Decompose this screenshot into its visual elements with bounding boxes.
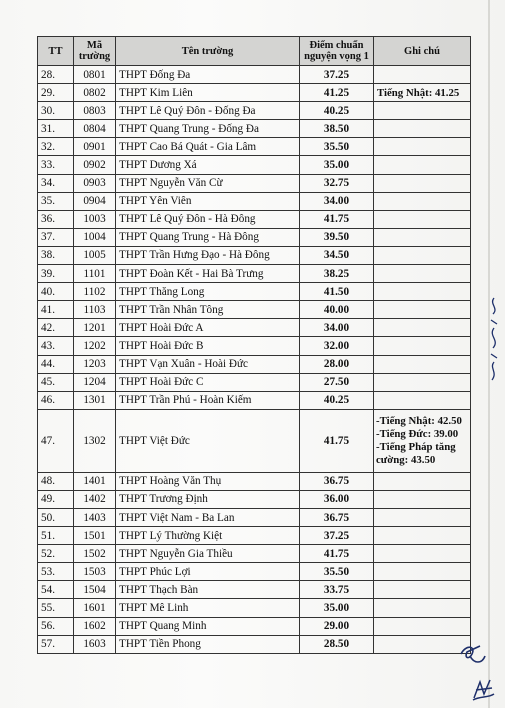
cell-diem-chuan: 41.75: [300, 409, 374, 472]
cell-ten-truong: THPT Trương Định: [116, 490, 300, 508]
cell-ma-truong: 1103: [74, 301, 116, 319]
cell-ghi-chu: [374, 138, 471, 156]
header-diem-chuan: Điểm chuẩn nguyện vọng 1: [300, 37, 374, 66]
cell-diem-chuan: 27.50: [300, 373, 374, 391]
note-line: -Tiếng Pháp tăng cường: 43.50: [376, 440, 456, 466]
table-row: [38, 508, 471, 526]
cell-tt: 48.: [38, 472, 74, 490]
cell-ma-truong: 1403: [74, 508, 116, 526]
table-row: [38, 138, 471, 156]
table-row: [38, 283, 471, 301]
initial-mark: [458, 640, 488, 668]
cell-ghi-chu: [374, 283, 471, 301]
cell-diem-chuan: 32.75: [300, 174, 374, 192]
cell-tt: 56.: [38, 617, 74, 635]
cell-diem-chuan: 40.25: [300, 102, 374, 120]
cell-tt: 36.: [38, 210, 74, 228]
cell-ma-truong: 0903: [74, 174, 116, 192]
signature-mark: [470, 676, 496, 702]
admission-score-table: [37, 36, 471, 654]
cell-ma-truong: 1502: [74, 545, 116, 563]
cell-ghi-chu: [374, 192, 471, 210]
cell-tt: 30.: [38, 102, 74, 120]
cell-diem-chuan: 41.75: [300, 545, 374, 563]
table-row: [38, 635, 471, 653]
header-tt: TT: [38, 37, 74, 66]
cell-diem-chuan: 35.50: [300, 138, 374, 156]
cell-ma-truong: 0804: [74, 120, 116, 138]
cell-ma-truong: 1101: [74, 265, 116, 283]
cell-diem-chuan: 36.75: [300, 508, 374, 526]
cell-diem-chuan: 36.75: [300, 472, 374, 490]
header-ten-truong: Tên trường: [116, 37, 300, 66]
cell-ma-truong: 1402: [74, 490, 116, 508]
cell-diem-chuan: 35.00: [300, 599, 374, 617]
cell-tt: 54.: [38, 581, 74, 599]
cell-ma-truong: 1201: [74, 319, 116, 337]
cell-ghi-chu: [374, 174, 471, 192]
cell-ma-truong: 1601: [74, 599, 116, 617]
table-header: [38, 37, 471, 66]
cell-ma-truong: 0801: [74, 66, 116, 84]
cell-ghi-chu: [374, 265, 471, 283]
cell-ten-truong: THPT Trần Hưng Đạo - Hà Đông: [116, 246, 300, 264]
cell-tt: 53.: [38, 563, 74, 581]
cell-tt: 41.: [38, 301, 74, 319]
cell-ten-truong: THPT Kim Liên: [116, 84, 300, 102]
cell-tt: 45.: [38, 373, 74, 391]
cell-diem-chuan: 37.25: [300, 66, 374, 84]
cell-tt: 39.: [38, 265, 74, 283]
cell-tt: 46.: [38, 391, 74, 409]
cell-diem-chuan: 28.50: [300, 635, 374, 653]
cell-ghi-chu: [374, 228, 471, 246]
cell-diem-chuan: 37.25: [300, 527, 374, 545]
cell-ghi-chu: [374, 319, 471, 337]
cell-ten-truong: THPT Thạch Bàn: [116, 581, 300, 599]
table-row: [38, 409, 471, 472]
cell-ghi-chu: [374, 508, 471, 526]
cell-ghi-chu: [374, 527, 471, 545]
cell-tt: 33.: [38, 156, 74, 174]
cell-tt: 31.: [38, 120, 74, 138]
table-row: [38, 490, 471, 508]
cell-ten-truong: THPT Hoài Đức A: [116, 319, 300, 337]
cell-ma-truong: 1504: [74, 581, 116, 599]
table-row: [38, 581, 471, 599]
header-ghi-chu: Ghi chú: [374, 37, 471, 66]
cell-ten-truong: THPT Lê Quý Đôn - Hà Đông: [116, 210, 300, 228]
cell-ghi-chu: [374, 563, 471, 581]
cell-ten-truong: THPT Quang Minh: [116, 617, 300, 635]
cell-ten-truong: THPT Nguyễn Văn Cừ: [116, 174, 300, 192]
cell-ma-truong: 1203: [74, 355, 116, 373]
cell-diem-chuan: 40.25: [300, 391, 374, 409]
cell-tt: 47.: [38, 409, 74, 472]
table-row: [38, 337, 471, 355]
table-row: [38, 102, 471, 120]
cell-diem-chuan: 34.50: [300, 246, 374, 264]
table-row: [38, 265, 471, 283]
cell-ten-truong: THPT Nguyễn Gia Thiều: [116, 545, 300, 563]
cell-ma-truong: 0902: [74, 156, 116, 174]
cell-ten-truong: THPT Dương Xá: [116, 156, 300, 174]
cell-diem-chuan: 32.00: [300, 337, 374, 355]
table-row: [38, 373, 471, 391]
cell-ghi-chu: [374, 599, 471, 617]
cell-ten-truong: THPT Quang Trung - Hà Đông: [116, 228, 300, 246]
cell-ghi-chu: [374, 581, 471, 599]
cell-ghi-chu: [374, 355, 471, 373]
cell-tt: 51.: [38, 527, 74, 545]
cell-ma-truong: 1602: [74, 617, 116, 635]
table-row: [38, 120, 471, 138]
cell-ghi-chu: [374, 66, 471, 84]
cell-diem-chuan: 35.00: [300, 156, 374, 174]
cell-ten-truong: THPT Lý Thường Kiệt: [116, 527, 300, 545]
cell-tt: 29.: [38, 84, 74, 102]
cell-tt: 37.: [38, 228, 74, 246]
cell-tt: 49.: [38, 490, 74, 508]
cell-ma-truong: 1003: [74, 210, 116, 228]
cell-ma-truong: 0904: [74, 192, 116, 210]
table-row: [38, 174, 471, 192]
cell-ghi-chu: [374, 617, 471, 635]
cell-ghi-chu: [374, 409, 471, 472]
cell-ten-truong: THPT Quang Trung - Đống Đa: [116, 120, 300, 138]
cell-tt: 34.: [38, 174, 74, 192]
cell-diem-chuan: 39.50: [300, 228, 374, 246]
cell-diem-chuan: 40.00: [300, 301, 374, 319]
table-row: [38, 617, 471, 635]
table-row: [38, 84, 471, 102]
cell-tt: 50.: [38, 508, 74, 526]
cell-ten-truong: THPT Hoàng Văn Thụ: [116, 472, 300, 490]
cell-ma-truong: 1501: [74, 527, 116, 545]
cell-ten-truong: THPT Thăng Long: [116, 283, 300, 301]
cell-tt: 44.: [38, 355, 74, 373]
cell-ten-truong: THPT Cao Bá Quát - Gia Lâm: [116, 138, 300, 156]
cell-ten-truong: THPT Trần Nhân Tông: [116, 301, 300, 319]
cell-diem-chuan: 34.00: [300, 319, 374, 337]
cell-ma-truong: 0901: [74, 138, 116, 156]
cell-ten-truong: THPT Yên Viên: [116, 192, 300, 210]
table-row: [38, 66, 471, 84]
table-row: [38, 301, 471, 319]
cell-ghi-chu: [374, 545, 471, 563]
cell-ten-truong: THPT Tiền Phong: [116, 635, 300, 653]
cell-diem-chuan: 35.50: [300, 563, 374, 581]
cell-diem-chuan: 38.25: [300, 265, 374, 283]
cell-ghi-chu: [374, 210, 471, 228]
header-ma-truong: Mã trường: [74, 37, 116, 66]
table-row: [38, 192, 471, 210]
cell-ma-truong: 1401: [74, 472, 116, 490]
cell-ma-truong: 0803: [74, 102, 116, 120]
cell-diem-chuan: 41.75: [300, 210, 374, 228]
table-row: [38, 210, 471, 228]
cell-diem-chuan: 41.50: [300, 283, 374, 301]
table-row: [38, 228, 471, 246]
cell-ma-truong: 1302: [74, 409, 116, 472]
cell-diem-chuan: 41.25: [300, 84, 374, 102]
table-row: [38, 599, 471, 617]
cell-diem-chuan: 34.00: [300, 192, 374, 210]
table-row: [38, 319, 471, 337]
cell-tt: 55.: [38, 599, 74, 617]
cell-ma-truong: 1004: [74, 228, 116, 246]
cell-ten-truong: THPT Đống Đa: [116, 66, 300, 84]
cell-ghi-chu: [374, 490, 471, 508]
table-row: [38, 527, 471, 545]
cell-ghi-chu: [374, 391, 471, 409]
cell-ten-truong: THPT Hoài Đức C: [116, 373, 300, 391]
cell-tt: 43.: [38, 337, 74, 355]
cell-ghi-chu: [374, 635, 471, 653]
table-row: [38, 563, 471, 581]
note-line: -Tiếng Nhật: 42.50: [376, 414, 462, 427]
cell-diem-chuan: 33.75: [300, 581, 374, 599]
cell-tt: 42.: [38, 319, 74, 337]
cell-ghi-chu: [374, 301, 471, 319]
cell-ma-truong: 1005: [74, 246, 116, 264]
table-body: [38, 66, 471, 654]
cell-ten-truong: THPT Phúc Lợi: [116, 563, 300, 581]
cell-tt: 28.: [38, 66, 74, 84]
cell-diem-chuan: 36.00: [300, 490, 374, 508]
cell-ma-truong: 1202: [74, 337, 116, 355]
cell-tt: 40.: [38, 283, 74, 301]
cell-ma-truong: 1102: [74, 283, 116, 301]
table-row: [38, 156, 471, 174]
table-row: [38, 545, 471, 563]
cell-ghi-chu: [374, 156, 471, 174]
cell-ten-truong: THPT Việt Đức: [116, 409, 300, 472]
cell-ghi-chu: [374, 246, 471, 264]
cell-tt: 38.: [38, 246, 74, 264]
cell-ma-truong: 1204: [74, 373, 116, 391]
cell-ma-truong: 1301: [74, 391, 116, 409]
cell-ma-truong: 1503: [74, 563, 116, 581]
cell-diem-chuan: 38.50: [300, 120, 374, 138]
cell-ten-truong: THPT Hoài Đức B: [116, 337, 300, 355]
table-row: [38, 391, 471, 409]
cell-ma-truong: 1603: [74, 635, 116, 653]
cell-ten-truong: THPT Việt Nam - Ba Lan: [116, 508, 300, 526]
cell-ten-truong: THPT Trần Phú - Hoàn Kiếm: [116, 391, 300, 409]
cell-diem-chuan: 28.00: [300, 355, 374, 373]
cell-tt: 35.: [38, 192, 74, 210]
cell-ten-truong: THPT Lê Quý Đôn - Đống Đa: [116, 102, 300, 120]
cell-ghi-chu: [374, 373, 471, 391]
cell-ten-truong: THPT Mê Linh: [116, 599, 300, 617]
table-row: [38, 355, 471, 373]
cell-tt: 57.: [38, 635, 74, 653]
cell-ten-truong: THPT Vạn Xuân - Hoài Đức: [116, 355, 300, 373]
table-row: [38, 472, 471, 490]
cell-tt: 32.: [38, 138, 74, 156]
cell-ghi-chu: [374, 102, 471, 120]
margin-handwriting: [486, 296, 502, 386]
cell-ghi-chu: [374, 120, 471, 138]
cell-ma-truong: 0802: [74, 84, 116, 102]
cell-ghi-chu: Tiếng Nhật: 41.25: [374, 84, 471, 102]
cell-ten-truong: THPT Đoàn Kết - Hai Bà Trưng: [116, 265, 300, 283]
note-line: -Tiếng Đức: 39.00: [376, 427, 459, 440]
cell-ghi-chu: [374, 472, 471, 490]
cell-tt: 52.: [38, 545, 74, 563]
cell-ghi-chu: [374, 337, 471, 355]
cell-diem-chuan: 29.00: [300, 617, 374, 635]
table-row: [38, 246, 471, 264]
